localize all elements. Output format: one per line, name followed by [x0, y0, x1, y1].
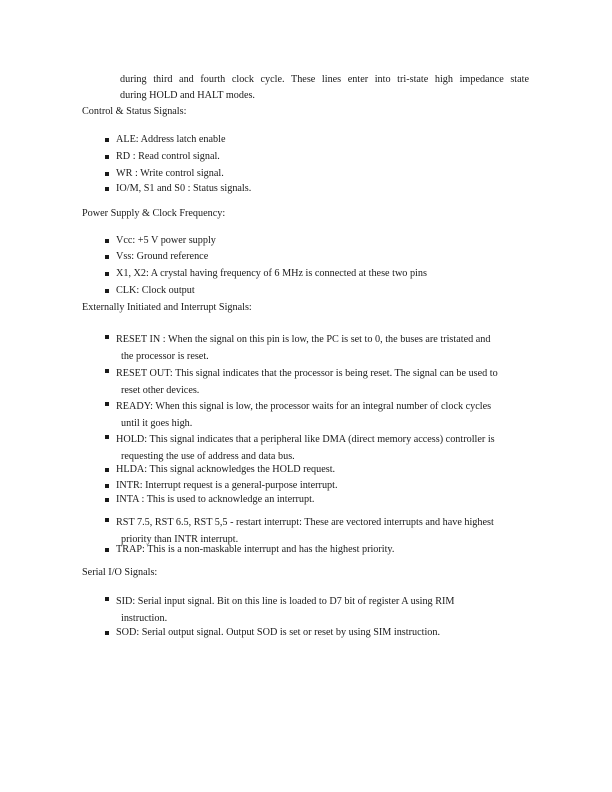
list-item-text: ALE: Address latch enable: [116, 134, 226, 145]
bullet-icon: [105, 498, 109, 502]
list-item-text: INTR: Interrupt request is a general-purpose interrupt.: [116, 480, 338, 491]
power-clock-heading: Power Supply & Clock Frequency:: [82, 208, 226, 219]
bullet-icon: [105, 335, 109, 339]
list-item-text: SID: Serial input signal. Bit on this line is loaded to D7 bit of register A using RIM instruction.: [116, 596, 455, 624]
bullet-icon: [105, 468, 109, 472]
bullet-icon: [105, 518, 109, 522]
list-item-text: X1, X2: A crystal having frequency of 6 MHz is connected at these two pins: [116, 268, 427, 279]
bullet-icon: [105, 484, 109, 488]
intro-paragraph: [120, 72, 529, 104]
bullet-icon: [105, 255, 109, 259]
bullet-icon: [105, 138, 109, 142]
bullet-icon: [105, 369, 109, 373]
bullet-icon: [105, 402, 109, 406]
bullet-icon: [105, 187, 109, 191]
serial-io-heading: Serial I/O Signals:: [82, 567, 158, 578]
bullet-icon: [105, 172, 109, 176]
bullet-icon: [105, 239, 109, 243]
list-item-text: READY: When this signal is low, the processor waits for an integral number of clock cycles until it goes high.: [116, 401, 492, 429]
list-item-text: WR : Write control signal.: [116, 168, 224, 179]
list-item-text: Vss: Ground reference: [116, 251, 209, 262]
list-item-text: Vcc: +5 V power supply: [116, 235, 216, 246]
list-item-text: HOLD: This signal indicates that a peripheral like DMA (direct memory access) controller is requesting the use of address and data bus.: [116, 434, 495, 462]
list-item-text: INTA : This is used to acknowledge an interrupt.: [116, 494, 315, 505]
control-status-heading: Control & Status Signals:: [82, 106, 187, 117]
interrupt-signals-heading: Externally Initiated and Interrupt Signals:: [82, 302, 252, 313]
intro-line-1: during third and fourth clock cycle. These lines enter into tri-state high impedance state: [120, 74, 529, 85]
bullet-icon: [105, 597, 109, 601]
list-item-text: RST 7.5, RST 6.5, RST 5,5 - restart interrupt: These are vectored interrupts and have highest priority than INTR interrupt.: [116, 517, 494, 545]
bullet-icon: [105, 631, 109, 635]
list-item-text: RESET IN : When the signal on this pin is low, the PC is set to 0, the buses are tristated and the processor is reset.: [116, 334, 491, 362]
bullet-icon: [105, 289, 109, 293]
bullet-icon: [105, 155, 109, 159]
intro-line-2: during HOLD and HALT modes.: [120, 90, 255, 101]
list-item-text: RD : Read control signal.: [116, 151, 220, 162]
bullet-icon: [105, 272, 109, 276]
list-item-text: TRAP: This is a non-maskable interrupt and has the highest priority.: [116, 544, 395, 555]
list-item-text: IO/M, S1 and S0 : Status signals.: [116, 183, 252, 194]
bullet-icon: [105, 548, 109, 552]
list-item-text: CLK: Clock output: [116, 285, 195, 296]
list-item-text: RESET OUT: This signal indicates that the processor is being reset. The signal can be used to reset other devices.: [116, 368, 498, 396]
bullet-icon: [105, 435, 109, 439]
list-item-text: SOD: Serial output signal. Output SOD is set or reset by using SIM instruction.: [116, 627, 441, 638]
list-item-text: HLDA: This signal acknowledges the HOLD request.: [116, 464, 336, 475]
